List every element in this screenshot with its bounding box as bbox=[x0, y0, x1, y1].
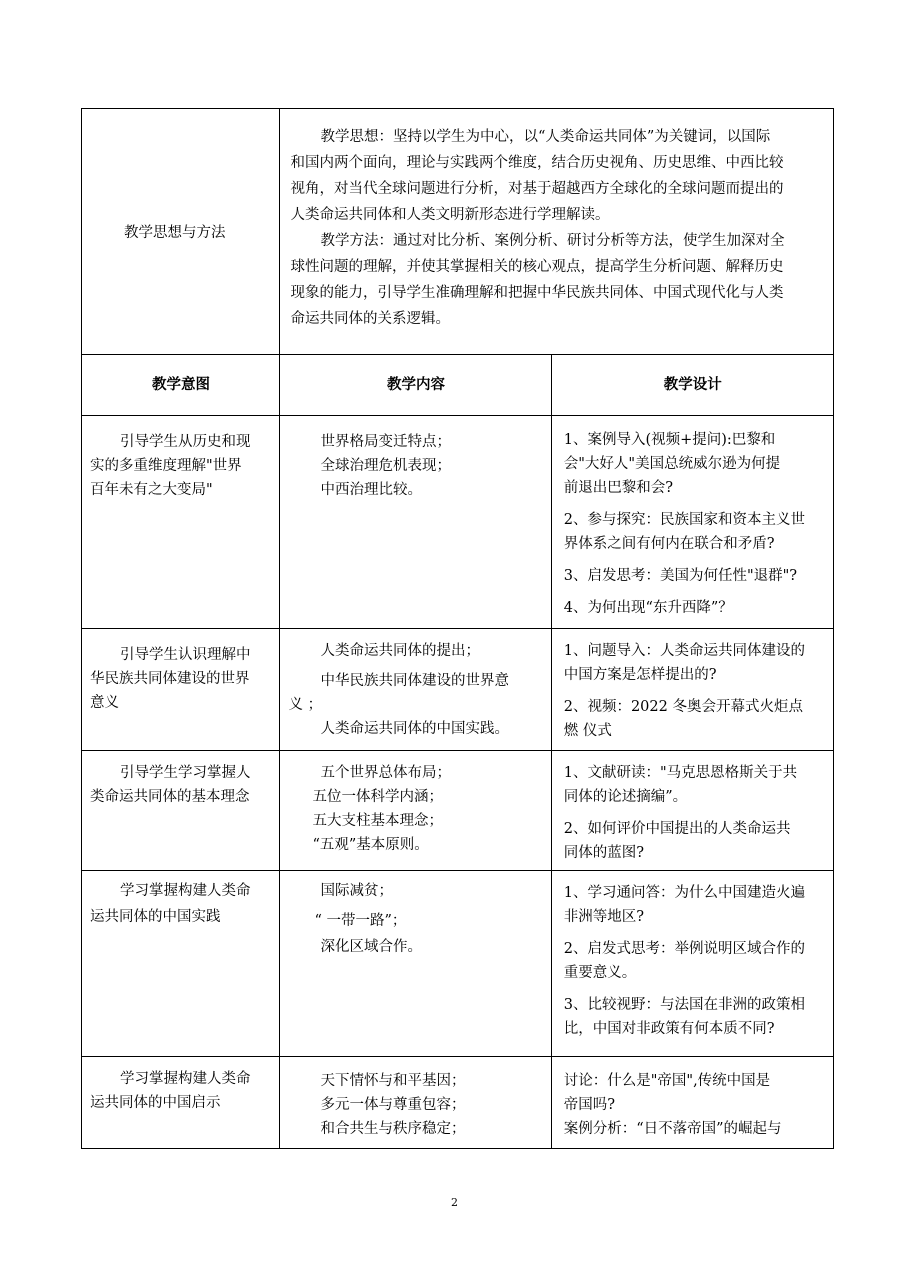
header-intent: 教学意图 bbox=[152, 376, 210, 393]
content-line: 五个世界总体布局； bbox=[320, 765, 451, 781]
intent-line: 学习掌握构建人类命 bbox=[120, 883, 251, 899]
intent-line: 引导学生认识理解中 bbox=[120, 647, 251, 663]
design-line: 非洲等地区? bbox=[563, 909, 645, 925]
method-line: 人类命运共同体和人类文明新形态进行学理解读。 bbox=[290, 207, 610, 223]
design-line: 讨论：什么是"帝国",传统中国是 bbox=[563, 1073, 771, 1089]
intent-line: 百年未有之大变局" bbox=[90, 482, 213, 498]
method-line: 现象的能力，引导学生准确理解和把握中华民族共同体、中国式现代化与人类 bbox=[290, 285, 784, 301]
teaching-method-table bbox=[81, 108, 834, 355]
content-line: 中西治理比较。 bbox=[320, 482, 422, 498]
design-line: 2、参与探究：民族国家和资本主义世 bbox=[563, 512, 805, 528]
content-line: “五观”基本原则。 bbox=[312, 837, 429, 853]
content-line: “ 一带一路”； bbox=[314, 913, 407, 929]
content-line: 世界格局变迁特点； bbox=[320, 434, 451, 450]
design-line: 燃 仪式 bbox=[563, 723, 612, 739]
header-content: 教学内容 bbox=[386, 376, 445, 393]
design-line: 重要意义。 bbox=[563, 965, 637, 981]
intent-line: 意义 bbox=[90, 695, 119, 711]
table-row bbox=[82, 871, 834, 1057]
content-line: 国际减贫； bbox=[320, 883, 393, 899]
content-line: 中华民族共同体建设的世界意 bbox=[320, 673, 509, 689]
method-line: 教学思想：坚持以学生为中心，以“人类命运共同体”为关键词，以国际 bbox=[320, 129, 771, 145]
intent-line: 运共同体的中国实践 bbox=[90, 909, 221, 925]
intent-line: 实的多重维度理解"世界 bbox=[90, 458, 242, 474]
design-line: 1、问题导入：人类命运共同体建设的 bbox=[563, 643, 805, 659]
table-row bbox=[82, 416, 834, 629]
design-line: 界体系之间有何内在联合和矛盾? bbox=[563, 536, 775, 552]
content-line: 人类命运共同体的中国实践。 bbox=[320, 721, 509, 737]
design-line: 同体的蓝图? bbox=[563, 845, 645, 861]
design-line: 1、文献研读："马克思恩格斯关于共 bbox=[563, 765, 798, 781]
method-line: 命运共同体的关系逻辑。 bbox=[290, 311, 450, 327]
content-line: 天下情怀与和平基因； bbox=[320, 1073, 466, 1089]
design-line: 2、启发式思考：举例说明区域合作的 bbox=[563, 941, 805, 957]
page-number: 2 bbox=[451, 1196, 458, 1209]
design-line: 1、案例导入(视频+提问):巴黎和 bbox=[563, 432, 776, 448]
design-line: 帝国吗? bbox=[563, 1097, 616, 1113]
design-line: 2、视频：2022 冬奥会开幕式火炬点 bbox=[563, 699, 803, 715]
content-line: 五位一体科学内涵； bbox=[312, 789, 443, 805]
intent-line: 运共同体的中国启示 bbox=[90, 1095, 221, 1111]
intent-line: 引导学生学习掌握人 bbox=[120, 765, 251, 781]
content-line: 和合共生与秩序稳定； bbox=[320, 1121, 466, 1137]
method-label: 教学思想与方法 bbox=[124, 225, 226, 241]
method-line: 视角，对当代全球问题进行分析，对基于超越西方全球化的全球问题而提出的 bbox=[290, 181, 784, 197]
method-line: 球性问题的理解，并使其掌握相关的核心观点，提高学生分析问题、解释历史 bbox=[290, 259, 784, 275]
intent-line: 引导学生从历史和现 bbox=[120, 434, 251, 450]
design-line: 3、比较视野：与法国在非洲的政策相 bbox=[563, 997, 805, 1013]
table-row bbox=[82, 751, 834, 871]
method-line: 和国内两个面向，理论与实践两个维度，结合历史视角、历史思维、中西比较 bbox=[290, 155, 784, 171]
teaching-design-table bbox=[81, 354, 834, 1149]
table-row bbox=[82, 1057, 834, 1149]
header-design: 教学设计 bbox=[663, 376, 722, 393]
content-line: 多元一体与尊重包容； bbox=[320, 1097, 466, 1113]
design-line: 会"大好人"美国总统威尔逊为何提 bbox=[563, 456, 781, 472]
design-line: 3、启发思考：美国为何任性"退群"? bbox=[563, 568, 798, 584]
content-line: 深化区域合作。 bbox=[320, 939, 422, 955]
design-line: 中国方案是怎样提出的? bbox=[563, 667, 717, 683]
design-line: 案例分析：“日不落帝国”的崛起与 bbox=[563, 1121, 782, 1137]
intent-line: 类命运共同体的基本理念 bbox=[90, 789, 250, 805]
content-line: 全球治理危机表现； bbox=[320, 458, 451, 474]
design-line: 同体的论述摘编”。 bbox=[563, 789, 688, 805]
table-row bbox=[82, 629, 834, 751]
intent-line: 学习掌握构建人类命 bbox=[120, 1071, 251, 1087]
intent-line: 华民族共同体建设的世界 bbox=[90, 671, 250, 687]
content-line: 五大支柱基本理念； bbox=[312, 813, 443, 829]
method-line: 教学方法：通过对比分析、案例分析、研讨分析等方法，使学生加深对全 bbox=[320, 233, 785, 249]
design-line: 前退出巴黎和会? bbox=[563, 480, 674, 496]
content-line: 义 ； bbox=[288, 697, 323, 713]
design-line: 1、学习通问答：为什么中国建造火遍 bbox=[563, 885, 805, 901]
design-line: 比，中国对非政策有何本质不同? bbox=[563, 1021, 775, 1037]
design-line: 2、如何评价中国提出的人类命运共 bbox=[563, 821, 791, 837]
design-line: 4、为何出现“东升西降”？ bbox=[563, 600, 733, 616]
content-line: 人类命运共同体的提出； bbox=[320, 643, 480, 659]
